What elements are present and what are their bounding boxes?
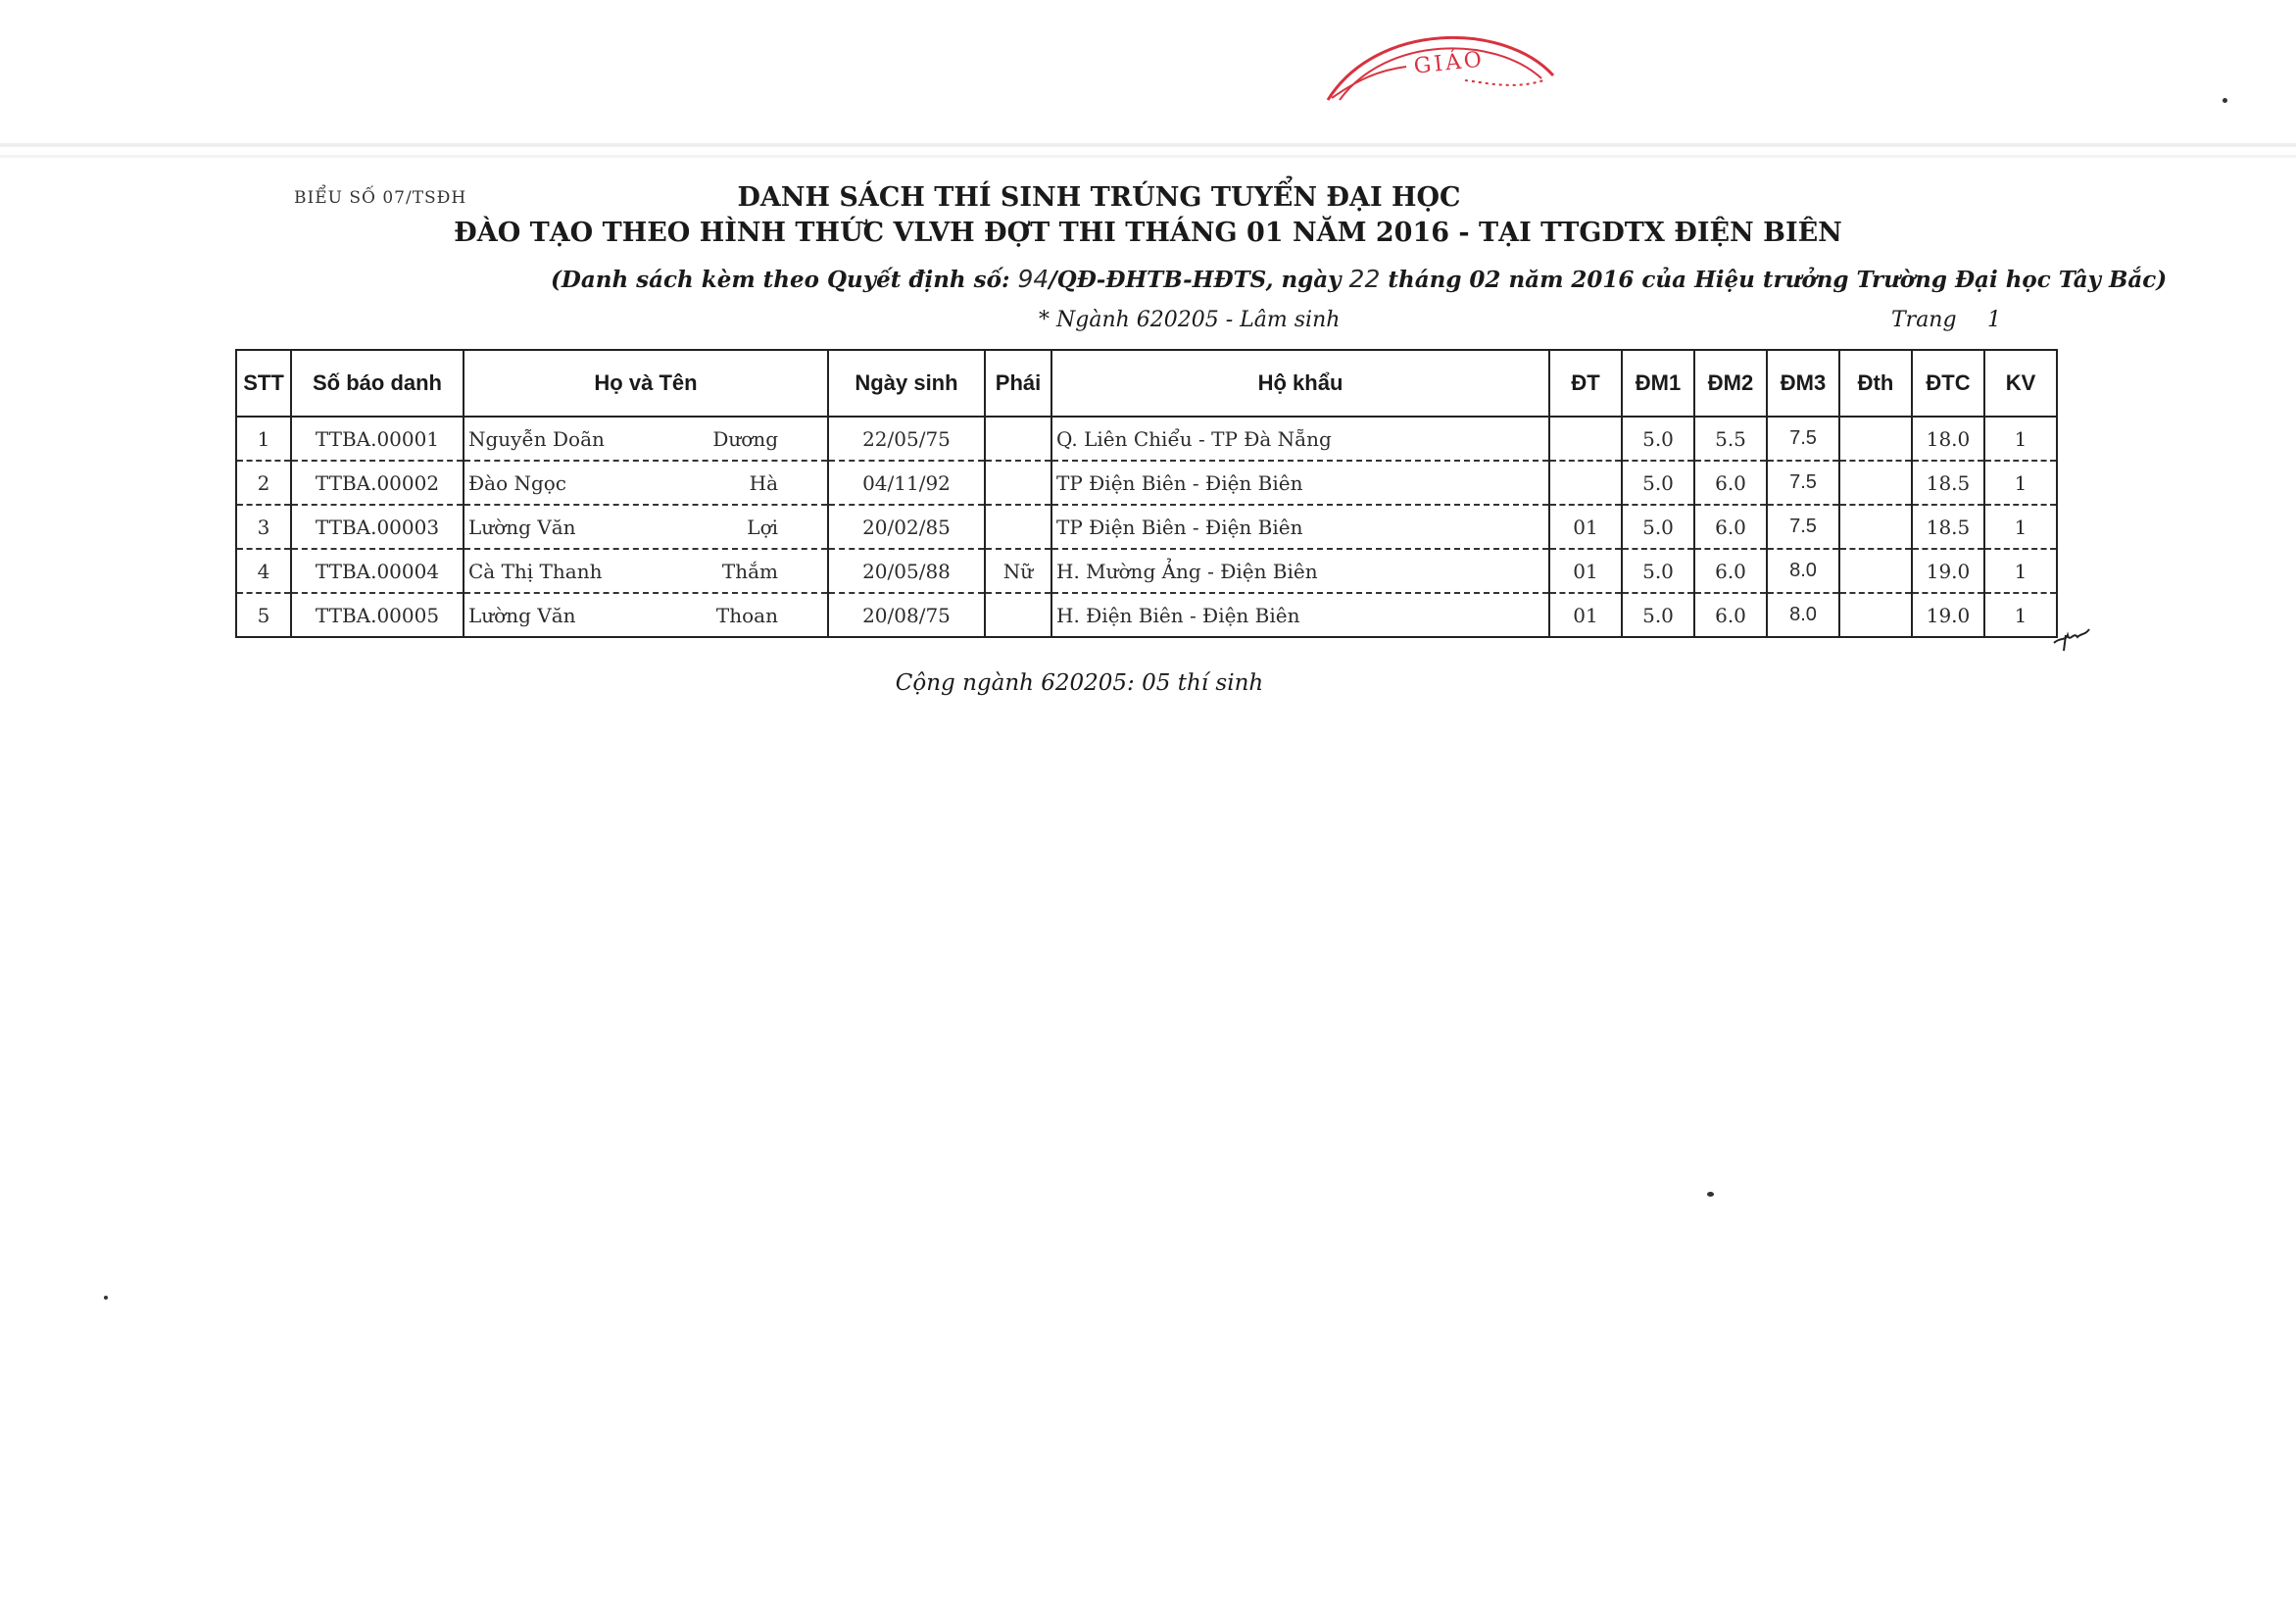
cell-stt: 5 <box>236 593 291 637</box>
cell-sbd: TTBA.00005 <box>291 593 464 637</box>
cell-ho-va-ten <box>464 505 828 549</box>
cell-phai <box>985 461 1051 505</box>
cell-sbd: TTBA.00002 <box>291 461 464 505</box>
page-label: Trang <box>1891 308 1957 332</box>
cell-sbd: TTBA.00001 <box>291 417 464 461</box>
column-header-so-bao-danh: Số báo danh <box>291 350 464 417</box>
cell-stt: 4 <box>236 549 291 593</box>
table-header-row <box>236 350 2057 417</box>
table-row <box>236 593 2057 637</box>
scan-speck <box>1707 1192 1714 1197</box>
admission-table <box>235 349 2058 638</box>
cell-dm3: 7.5 <box>1767 461 1839 505</box>
cell-ngay-sinh: 20/05/88 <box>828 549 985 593</box>
table-row <box>236 417 2057 461</box>
cell-dm3: 8.0 <box>1767 549 1839 593</box>
document-title: DANH SÁCH THÍ SINH TRÚNG TUYỂN ĐẠI HỌC <box>737 182 1461 213</box>
cell-dm2: 6.0 <box>1694 461 1767 505</box>
major-total-line: Cộng ngành 620205: 05 thí sinh <box>895 670 1264 696</box>
cell-ho-khau: TP Điện Biên - Điện Biên <box>1051 505 1549 549</box>
cell-dtc: 19.0 <box>1912 593 1984 637</box>
column-header-ngay-sinh: Ngày sinh <box>828 350 985 417</box>
cell-dt: 01 <box>1549 549 1622 593</box>
cell-ho-va-ten <box>464 593 828 637</box>
cell-kv: 1 <box>1984 549 2057 593</box>
cell-dth <box>1839 461 1912 505</box>
cell-ho: Lường Văn <box>468 603 576 627</box>
column-header-dth: Đth <box>1839 350 1912 417</box>
cell-dm3: 7.5 <box>1767 505 1839 549</box>
column-header-stt: STT <box>236 350 291 417</box>
cell-ten: Hà <box>749 470 778 495</box>
cell-dm3: 8.0 <box>1767 593 1839 637</box>
cell-dtc: 18.5 <box>1912 461 1984 505</box>
column-header-dtc: ĐTC <box>1912 350 1984 417</box>
decision-reference <box>551 265 2167 293</box>
cell-dth <box>1839 549 1912 593</box>
cell-dm2: 6.0 <box>1694 549 1767 593</box>
cell-ho: Đào Ngọc <box>468 470 567 495</box>
column-header-dm3: ĐM3 <box>1767 350 1839 417</box>
cell-dtc: 18.5 <box>1912 505 1984 549</box>
major-line: * Ngành 620205 - Lâm sinh <box>1039 308 1341 332</box>
scan-speck <box>2223 98 2227 103</box>
cell-ho: Cà Thị Thanh <box>468 559 603 583</box>
cell-ten: Dương <box>712 426 778 451</box>
cell-dth <box>1839 593 1912 637</box>
column-header-ho-khau: Hộ khẩu <box>1051 350 1549 417</box>
cell-kv: 1 <box>1984 417 2057 461</box>
cell-dt <box>1549 417 1622 461</box>
column-header-dt: ĐT <box>1549 350 1622 417</box>
cell-dth <box>1839 417 1912 461</box>
table-row <box>236 505 2057 549</box>
document-subtitle: ĐÀO TẠO THEO HÌNH THỨC VLVH ĐỢT THI THÁNG 01 NĂM 2016 - TẠI TTGDTX ĐIỆN BIÊN <box>454 218 1842 248</box>
decision-number-handwritten: 94 <box>1017 265 1050 293</box>
cell-ho-khau: H. Điện Biên - Điện Biên <box>1051 593 1549 637</box>
cell-dtc: 19.0 <box>1912 549 1984 593</box>
cell-ngay-sinh: 22/05/75 <box>828 417 985 461</box>
cell-dt: 01 <box>1549 593 1622 637</box>
cell-ngay-sinh: 20/08/75 <box>828 593 985 637</box>
column-header-ho-va-ten: Họ và Tên <box>464 350 828 417</box>
cell-dm2: 5.5 <box>1694 417 1767 461</box>
decision-prefix: (Danh sách kèm theo Quyết định số: <box>551 267 1018 293</box>
decision-suffix: tháng 02 năm 2016 của Hiệu trưởng Trường Đại học Tây Bắc) <box>1380 267 2168 293</box>
cell-dm1: 5.0 <box>1622 549 1694 593</box>
cell-kv: 1 <box>1984 593 2057 637</box>
cell-dm2: 6.0 <box>1694 505 1767 549</box>
cell-ngay-sinh: 04/11/92 <box>828 461 985 505</box>
column-header-phai: Phái <box>985 350 1051 417</box>
cell-ho-khau: Q. Liên Chiểu - TP Đà Nẵng <box>1051 417 1549 461</box>
cell-sbd: TTBA.00003 <box>291 505 464 549</box>
cell-ho-va-ten <box>464 417 828 461</box>
cell-ten: Thắm <box>721 559 778 583</box>
cell-phai: Nữ <box>985 549 1051 593</box>
cell-dm1: 5.0 <box>1622 593 1694 637</box>
handwritten-initial <box>2052 623 2091 653</box>
cell-stt: 3 <box>236 505 291 549</box>
cell-ngay-sinh: 20/02/85 <box>828 505 985 549</box>
column-header-dm2: ĐM2 <box>1694 350 1767 417</box>
page-number: 1 <box>1987 308 2001 332</box>
cell-ten: Thoan <box>715 603 778 627</box>
column-header-dm1: ĐM1 <box>1622 350 1694 417</box>
cell-ho: Lường Văn <box>468 515 576 539</box>
cell-dm1: 5.0 <box>1622 505 1694 549</box>
cell-dtc: 18.0 <box>1912 417 1984 461</box>
scan-fold-band <box>0 155 2296 158</box>
cell-ho-va-ten <box>464 461 828 505</box>
scan-speck <box>104 1296 108 1300</box>
cell-stt: 1 <box>236 417 291 461</box>
cell-kv: 1 <box>1984 461 2057 505</box>
table-row <box>236 461 2057 505</box>
cell-ho-khau: H. Mường Ảng - Điện Biên <box>1051 549 1549 593</box>
cell-ho-va-ten <box>464 549 828 593</box>
cell-stt: 2 <box>236 461 291 505</box>
cell-dm1: 5.0 <box>1622 417 1694 461</box>
table-row <box>236 549 2057 593</box>
cell-ho: Nguyễn Doãn <box>468 426 605 451</box>
cell-dm1: 5.0 <box>1622 461 1694 505</box>
cell-dm3: 7.5 <box>1767 417 1839 461</box>
cell-sbd: TTBA.00004 <box>291 549 464 593</box>
cell-dt: 01 <box>1549 505 1622 549</box>
form-code: BIỂU SỐ 07/TSĐH <box>294 188 467 208</box>
cell-phai <box>985 593 1051 637</box>
decision-mid: /QĐ-ĐHTB-HĐTS, ngày <box>1049 267 1349 293</box>
scan-fold-band <box>0 143 2296 147</box>
cell-phai <box>985 505 1051 549</box>
cell-dm2: 6.0 <box>1694 593 1767 637</box>
cell-phai <box>985 417 1051 461</box>
cell-kv: 1 <box>1984 505 2057 549</box>
cell-ten: Lợi <box>747 515 778 539</box>
cell-ho-khau: TP Điện Biên - Điện Biên <box>1051 461 1549 505</box>
cell-dt <box>1549 461 1622 505</box>
column-header-kv: KV <box>1984 350 2057 417</box>
stamp-text: GIÁO <box>1412 47 1487 79</box>
decision-day-handwritten: 22 <box>1348 265 1381 293</box>
cell-dth <box>1839 505 1912 549</box>
red-seal-stamp <box>1318 22 1563 110</box>
